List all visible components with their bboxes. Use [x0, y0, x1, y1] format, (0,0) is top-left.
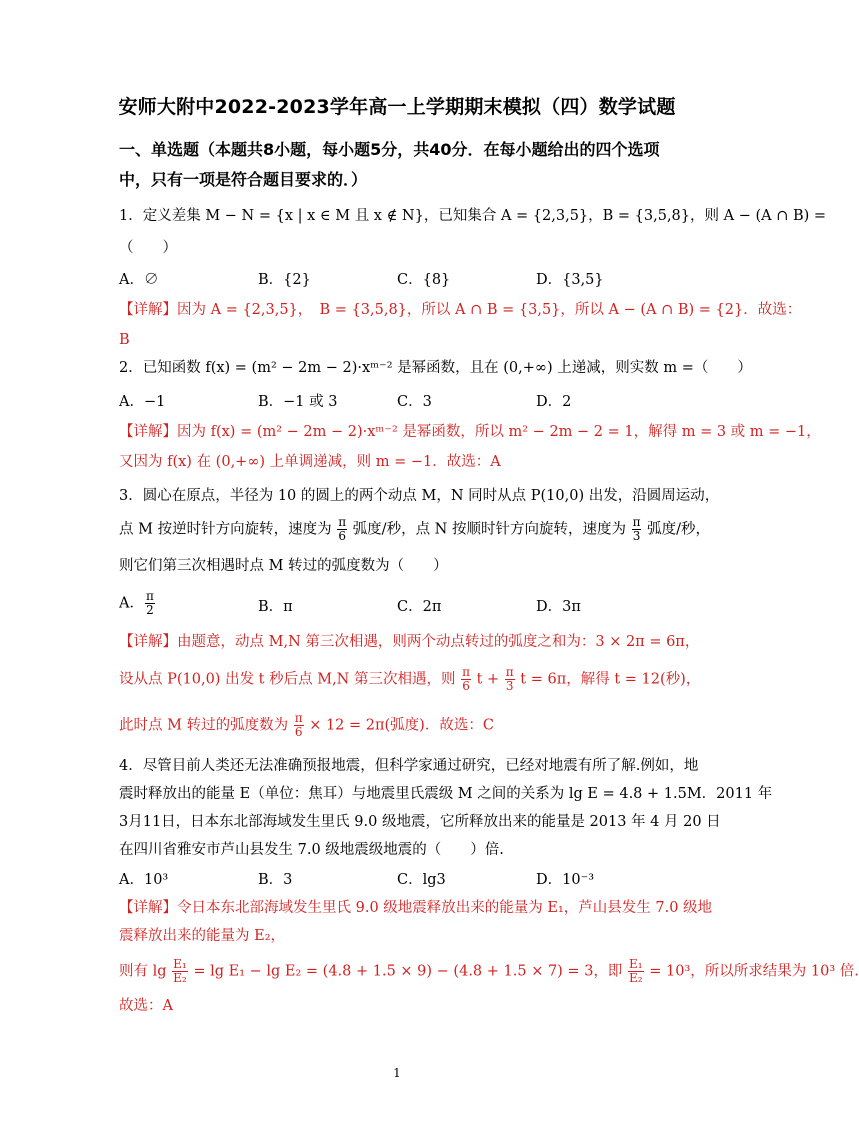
section-heading-cont: 中，只有一项是符合题目要求的．）: [119, 170, 368, 189]
question-3-text-line3: 则它们第三次相遇时点 M 转过的弧度数为（ ）: [119, 558, 448, 574]
question-1-paren: （ ）: [119, 240, 177, 256]
question-4-text-line3: 3月11日，日本东北部海域发生里氏 9.0 级地震，它所释放出来的能量是 2013 年 4 月 20 日: [119, 814, 721, 830]
q4-answer-line3: 则有 lg $\frac{\text{E₁}}{\text{E₂}}$ = lg E₁ − lg E₂ = (4.8 + 1.5 × 9) − (4.8 + 1.5 × 7) = 3，即 $\frac{\text{E₁}}{\text{E₂}}$ = 10³，所以所求结果为 10³ 倍.: [119, 957, 859, 985]
fraction-pi-over-2: $\frac{\pi}{2}$: [145, 589, 154, 617]
q3-line2-part2: 弧度/秒，点 N 按顺时针方向旋转，速度为: [352, 521, 626, 538]
q2-answer: 【详解】因为 f(x) = (m² − 2m − 2)·xᵐ⁻² 是幂函数，所以 m² − 2m − 2 = 1，解得 m = 3 或 m = −1，: [119, 424, 821, 440]
q2-option-b: B．−1 或 3: [258, 394, 338, 410]
q3-option-c: C．2π: [397, 599, 442, 615]
q1-option-a: A．∅: [119, 272, 159, 288]
q1-answer: 【详解】因为 A = {2,3,5}， B = {3,5,8}，所以 A ∩ B = {3,5}，所以 A − (A ∩ B) = {2}．故选：: [119, 302, 802, 318]
q3-line2-part3: 弧度/秒，: [647, 521, 710, 538]
question-3-text-line2: [119, 515, 710, 543]
question-3-text: 3．圆心在原点，半径为 10 的圆上的两个动点 M，N 同时从点 P(10,0) 出发，沿圆周运动，: [119, 488, 720, 504]
question-4-text-line4: 在四川省雅安市芦山县发生 7.0 级地震级地震的（ ）倍.: [119, 842, 504, 858]
page-title: 安师大附中2022-2023学年高一上学期期末模拟（四）数学试题: [118, 96, 676, 118]
fraction-pi-over-6: $\frac{\pi}{6}$: [294, 711, 303, 739]
q4-answer-choice: 故选：A: [119, 998, 173, 1014]
page-number: 1: [393, 1066, 401, 1080]
question-1-text: 1．定义差集 M − N = {x | x ∈ M 且 x ∉ N}，已知集合 A = {2,3,5}，B = {3,5,8}，则 A − (A ∩ B) =: [119, 208, 827, 224]
q4-option-b: B．3: [258, 872, 293, 888]
fraction-pi-over-6: $\frac{\pi}{6}$: [462, 665, 470, 693]
q1-option-b: B．{2}: [258, 272, 311, 288]
q3-option-d: D．3π: [536, 599, 581, 615]
q1-option-d: D．{3,5}: [536, 272, 604, 288]
q3-answer-line2: 设从点 P(10,0) 出发 t 秒后点 M,N 第三次相遇，则 $\frac{\pi}{6}$ t + $\frac{\pi}{3}$ t = 6π，解得 t = 12(秒)，: [119, 665, 701, 693]
q3-line2-part1: 点 M 按逆时针方向旋转，速度为: [119, 521, 332, 538]
q1-answer-choice: B: [119, 332, 130, 348]
q1-option-c: C．{8}: [397, 272, 451, 288]
fraction-pi-over-6: $\frac{\pi}{6}$: [338, 515, 347, 543]
q3-option-a: A． $\frac{\pi}{2}$: [119, 589, 154, 617]
q2-option-a: A．−1: [119, 394, 166, 410]
fraction-pi-over-3: $\frac{\pi}{3}$: [505, 665, 514, 693]
q4-option-a: A．10³: [119, 872, 169, 888]
fraction-e1-over-e2: $\frac{\text{E₁}}{\text{E₂}}$: [173, 957, 187, 985]
fraction-e1-over-e2: $\frac{\text{E₁}}{\text{E₂}}$: [629, 957, 643, 985]
q3-answer-line3: 此时点 M 转过的弧度数为 $\frac{\pi}{6}$ × 12 = 2π(弧度)．故选：C: [119, 711, 494, 739]
q4-answer: 【详解】令日本东北部海域发生里氏 9.0 级地震释放出来的能量为 E₁，芦山县发生 7.0 级地: [119, 900, 713, 916]
question-4-text: 4．尽管目前人类还无法准确预报地震，但科学家通过研究，已经对地震有所了解.例如，地: [119, 758, 699, 774]
fraction-pi-over-3: $\frac{\pi}{3}$: [632, 515, 641, 543]
q4-answer-line2: 震释放出来的能量为 E₂，: [119, 928, 286, 944]
q3-option-b: B．π: [258, 599, 293, 615]
q2-answer-cont: 又因为 f(x) 在 (0,+∞) 上单调递减，则 m = −1．故选：A: [119, 454, 501, 470]
q2-option-c: C．3: [397, 394, 432, 410]
q2-option-d: D．2: [536, 394, 572, 410]
question-2-text: 2．已知函数 f(x) = (m² − 2m − 2)·xᵐ⁻² 是幂函数，且在 (0,+∞) 上递减，则实数 m =（ ）: [119, 360, 752, 376]
question-4-text-line2: 震时释放出的能量 E（单位：焦耳）与地震里氏震级 M 之间的关系为 lg E = 4.8 + 1.5M．2011 年: [119, 786, 773, 802]
q3-answer: 【详解】由题意，动点 M,N 第三次相遇，则两个动点转过的弧度之和为：3 × 2π = 6π，: [119, 634, 700, 650]
q4-option-c: C．lg3: [397, 872, 446, 888]
section-heading: 一、单选题（本题共8小题，每小题5分，共40分．在每小题给出的四个选项: [119, 140, 660, 159]
q4-option-d: D．10⁻³: [536, 872, 595, 888]
